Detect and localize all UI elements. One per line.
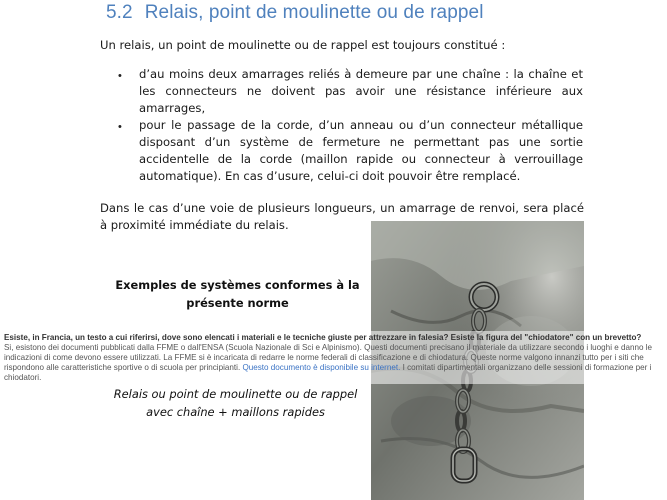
overlay-answer-continued: I comitati dipartimentali organizzano delle sessioni di formazione per i chiodatori. (4, 363, 652, 382)
bullet-marker: • (118, 121, 122, 133)
bullet-marker: • (118, 70, 122, 82)
bullet-item-rope-passage: pour le passage de la corde, d’un anneau ou d’un connecteur métallique disposant d’un système de fermeture ne permettant pas une sortie accidentelle de la corde (maillon rapide ou connecteur à verrouillage automatique). En cas d’usure, celui-ci doit pouvoir être remplacé. (139, 118, 583, 183)
overlay-question: Esiste, in Francia, un testo a cui riferirsi, dove sono elencati i materiali e le tecniche giuste per attrezzare in falesia? Esiste la figura del "chiodatore" con un brevetto? (4, 333, 642, 342)
section-number: 5.2 (106, 2, 133, 23)
section-title: Relais, point de moulinette ou de rappel (144, 2, 484, 23)
section-heading (106, 2, 484, 24)
bullet-item-anchors: d’au moins deux amarrages reliés à demeure par une chaîne : la chaîne et les connecteurs ne doivent pas avoir une résistance inférieure aux amarrages, (139, 67, 583, 115)
multi-pitch-paragraph: Dans le cas d’une voie de plusieurs longueurs, un amarrage de renvoi, sera placé à proximité immédiate du relais. (100, 201, 584, 232)
intro-paragraph: Un relais, un point de moulinette ou de rappel est toujours constitué : (100, 38, 506, 52)
overlay-document-link[interactable]: Questo documento è disponibile su internet. (242, 363, 401, 372)
overlay-answer: Si, esistono dei documenti pubblicati dalla FFME o dall'ENSA (Scuola Nazionale di Sci e Alpinismo). Questi documenti precisano il materiale da utilizzare secondo i luoghi e danno le indicazioni di come devono essere utilizzati. La FFME si è incaricata di redarre le norme federali di classificazione e di chiodatura. Queste norme valgono innanzi tutto per i siti che rispondono alle caratteristiche sportive o di scuola per principianti. (4, 343, 653, 372)
caption-relay: Relais ou point de moulinette ou de rappel avec chaîne + maillons rapides (113, 387, 358, 419)
caption-examples: Exemples de systèmes conformes à la présente norme (115, 278, 360, 310)
translation-overlay (0, 331, 667, 384)
